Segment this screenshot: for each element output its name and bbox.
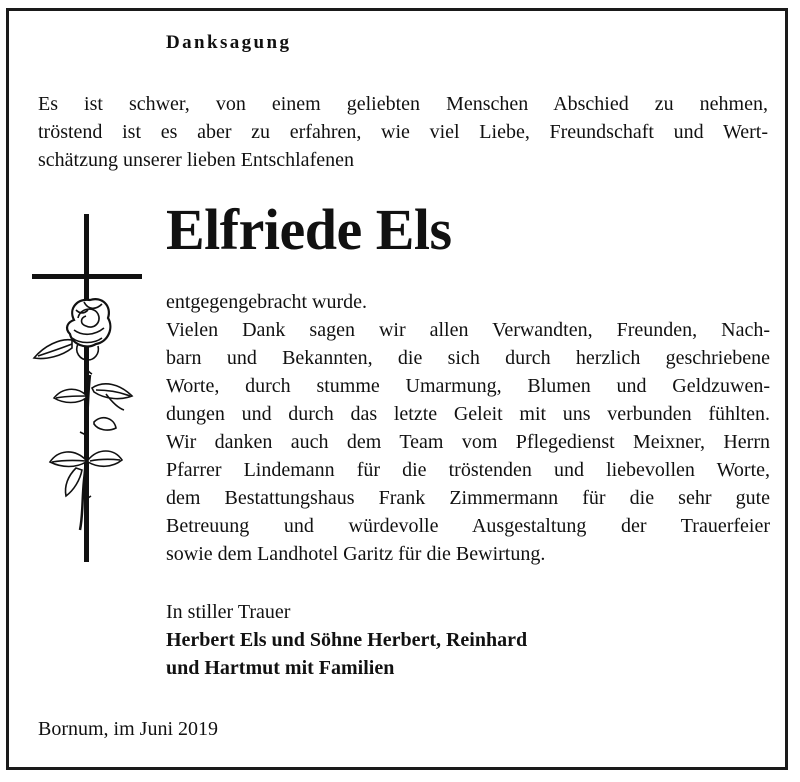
body-line: Vielen Dank sagen wir allen Verwandten, Freunden, Nach- <box>166 319 770 341</box>
body-line: barn und Bekannten, die sich durch herzlich geschriebene <box>166 347 770 369</box>
deceased-name: Elfriede Els <box>166 197 452 262</box>
body-line: sowie dem Landhotel Garitz für die Bewirtung. <box>166 543 546 565</box>
body-line: entgegengebracht wurde. <box>166 291 368 313</box>
body-line: Pfarrer Lindemann für die tröstenden und liebevollen Worte, <box>166 459 770 481</box>
body-line: Worte, durch stumme Umarmung, Blumen und Geldzuwen- <box>166 375 770 397</box>
intro-line: tröstend ist es aber zu erfahren, wie viel Liebe, Freundschaft und Wert- <box>38 121 768 143</box>
signature-intro: In stiller Trauer <box>166 601 291 623</box>
place-date: Bornum, im Juni 2019 <box>38 718 219 740</box>
intro-line: schätzung unserer lieben Entschlafenen <box>38 149 354 171</box>
intro-line: Es ist schwer, von einem geliebten Menschen Abschied zu nehmen, <box>38 93 768 115</box>
cross-rose-emblem <box>28 210 148 570</box>
signature-block <box>166 598 527 682</box>
body-line: dem Bestattungshaus Frank Zimmermann für die sehr gute <box>166 487 770 509</box>
body-line: Wir danken auch dem Team vom Pflegedienst Meixner, Herrn <box>166 431 770 453</box>
body-line: dungen und durch das letzte Geleit mit uns verbunden fühlten. <box>166 403 770 425</box>
signature-names-line-2: und Hartmut mit Familien <box>166 657 395 679</box>
signature-names-line-1: Herbert Els und Söhne Herbert, Reinhard <box>166 629 528 651</box>
intro-paragraph <box>38 90 768 174</box>
thanks-paragraph <box>166 288 770 568</box>
body-line: Betreuung und würdevolle Ausgestaltung der Trauerfeier <box>166 515 770 537</box>
cross-icon <box>32 214 142 562</box>
rose-icon <box>34 299 132 530</box>
notice-heading: Danksagung <box>166 32 292 53</box>
